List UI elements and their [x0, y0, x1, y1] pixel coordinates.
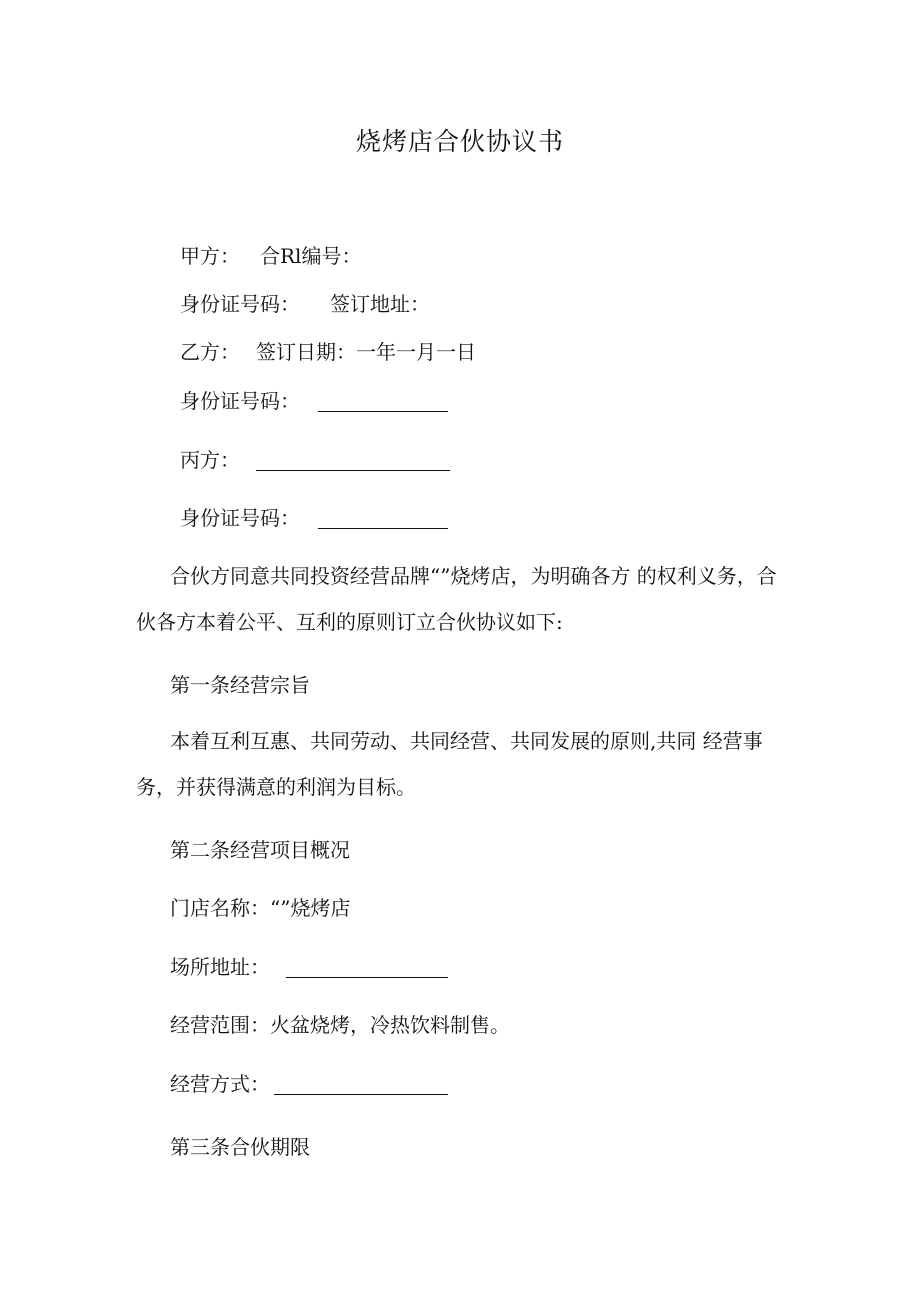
- article-1-body: 本着互利互惠、共同劳动、共同经营、共同发展的原则,共同 经营事务，并获得满意的利润为目标。: [136, 729, 763, 799]
- party-a-line: [180, 244, 361, 268]
- store-name-line: 门店名称：“”烧烤店: [170, 896, 351, 920]
- mode-blank[interactable]: [274, 1074, 448, 1095]
- sign-place-label: 签订地址：: [330, 292, 430, 316]
- party-c-blank[interactable]: [256, 450, 450, 471]
- intro-paragraph: 合伙方同意共同投资经营品牌“”烧烤店，为明确各方 的权利义务，合伙各方本着公平、互利的原则订立合伙协议如下:: [136, 564, 777, 634]
- mode-label: 经营方式：: [170, 1072, 270, 1096]
- id-number-label: 身份证号码：: [180, 389, 300, 413]
- id-number-line-2: [180, 389, 448, 413]
- sign-date-label: 签订日期：一年一月一日: [256, 340, 476, 364]
- address-line: [170, 955, 448, 979]
- scope-line: 经营范围：火盆烧烤，冷热饮料制售。: [170, 1013, 510, 1037]
- article-3-heading: 第三条合伙期限: [170, 1135, 310, 1159]
- party-c-label: 丙方：: [180, 448, 240, 472]
- id-number-label: 身份证号码：: [180, 292, 300, 316]
- party-a-label: 甲方：: [180, 244, 240, 268]
- address-label: 场所地址：: [170, 955, 270, 979]
- article-1-heading: 第一条经营宗旨: [170, 673, 310, 697]
- address-blank[interactable]: [286, 957, 448, 978]
- article-2-heading: 第二条经营项目概况: [170, 838, 350, 862]
- document-title: 烧烤店合伙协议书: [355, 127, 564, 156]
- id-number-label: 身份证号码：: [180, 506, 300, 530]
- id-number-blank[interactable]: [318, 391, 448, 412]
- contract-number-label: 合Rl编号：: [260, 244, 362, 268]
- id-number-line-3: [180, 506, 448, 530]
- id-number-line-1: [180, 292, 430, 316]
- party-b-label: 乙方：: [180, 340, 240, 364]
- party-b-line: [180, 340, 476, 364]
- party-c-line: [180, 448, 450, 472]
- mode-line: [170, 1072, 448, 1096]
- id-number-blank[interactable]: [318, 508, 448, 529]
